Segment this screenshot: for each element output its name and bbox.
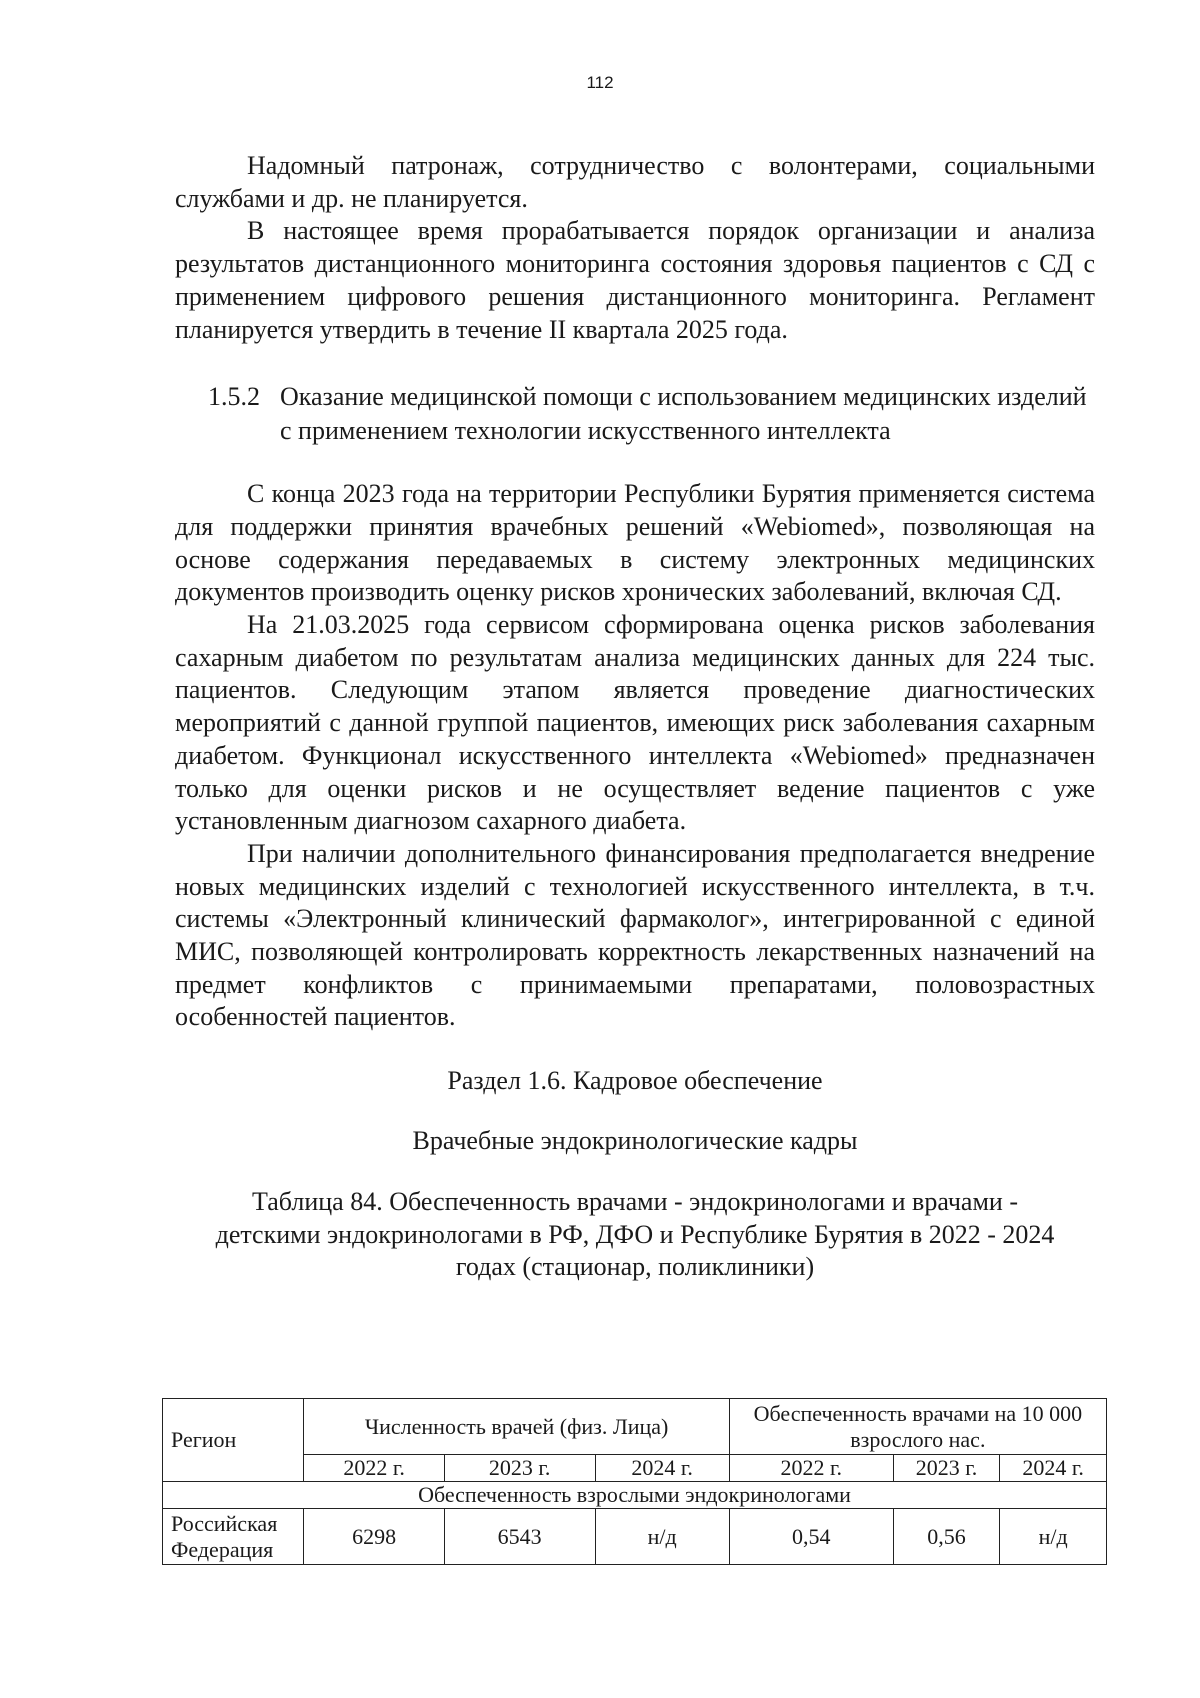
value-cell: 6298: [304, 1509, 444, 1565]
year-header: 2022 г.: [729, 1455, 893, 1482]
value-cell: 0,56: [893, 1509, 1000, 1565]
region-header: Регион: [163, 1399, 304, 1482]
section-title: Раздел 1.6. Кадровое обеспечение: [447, 1066, 823, 1096]
year-header: 2024 г.: [1000, 1455, 1107, 1482]
year-header: 2024 г.: [595, 1455, 729, 1482]
doctor-ratio-header: Обеспеченность врачами на 10 000 взрослого нас.: [729, 1399, 1106, 1455]
doctor-count-header: Численность врачей (физ. Лица): [304, 1399, 729, 1455]
sub-title: Врачебные эндокринологические кадры: [412, 1126, 858, 1156]
subsection-title: Оказание медицинской помощи с использованием медицинских изделий с применением технологии искусственного интеллекта: [280, 382, 1087, 446]
year-header: 2023 г.: [893, 1455, 1000, 1482]
value-cell: н/д: [1000, 1509, 1107, 1565]
paragraph: С конца 2023 года на территории Республики Бурятия применяется система для поддержки принятия врачебных решений «Webiomed», позволяющая на основе содержания передаваемых в систему электронных медицинских документов производить оценку рисков хронических заболеваний, включая СД.: [175, 479, 1095, 607]
paragraph: При наличии дополнительного финансирования предполагается внедрение новых медицинских изделий с технологией искусственного интеллекта, в т.ч. системы «Электронный клинический фармаколог», интегрированной с единой МИС, позволяющей контролировать корректность лекарственных назначений на предмет конфликтов с принимаемыми препаратами, половозрастных особенностей пациентов.: [175, 838, 1095, 1032]
table-section-row: Обеспеченность взрослыми эндокринологами: [163, 1482, 1107, 1509]
paragraph: В настоящее время прорабатывается порядок организации и анализа результатов дистанционного мониторинга состояния здоровья пациентов с СД с применением цифрового решения дистанционного мониторинга. Регламент планируется утвердить в течение II квартала 2025 года.: [175, 216, 1095, 344]
year-header: 2022 г.: [304, 1455, 444, 1482]
value-cell: 0,54: [729, 1509, 893, 1565]
paragraph: Надомный патронаж, сотрудничество с волонтерами, социальными службами и др. не планируется.: [175, 151, 1095, 213]
page-number: 112: [586, 73, 614, 92]
value-cell: 6543: [444, 1509, 595, 1565]
year-header: 2023 г.: [444, 1455, 595, 1482]
table-row: [163, 1509, 1107, 1565]
subsection-heading: [175, 380, 1095, 448]
staffing-table: [162, 1398, 1107, 1565]
table-caption: Таблица 84. Обеспеченность врачами - эндокринологами и врачами - детскими эндокринологами в РФ, ДФО и Республике Бурятия в 2022 - 2024 годах (стационар, поликлиники): [215, 1187, 1055, 1282]
paragraph: На 21.03.2025 года сервисом сформирована оценка рисков заболевания сахарным диабетом по результатам анализа медицинских данных для 224 тыс. пациентов. Следующим этапом является проведение диагностических мероприятий с данной группой пациентов, имеющих риск заболевания сахарным диабетом. Функционал искусственного интеллекта «Webiomed» предназначен только для оценки рисков и не осуществляет ведение пациентов с уже установленным диагнозом сахарного диабета.: [175, 610, 1095, 836]
region-cell: Российская Федерация: [163, 1509, 304, 1565]
document-body: [175, 150, 1095, 1284]
value-cell: н/д: [595, 1509, 729, 1565]
subsection-number: 1.5.2: [208, 382, 260, 412]
